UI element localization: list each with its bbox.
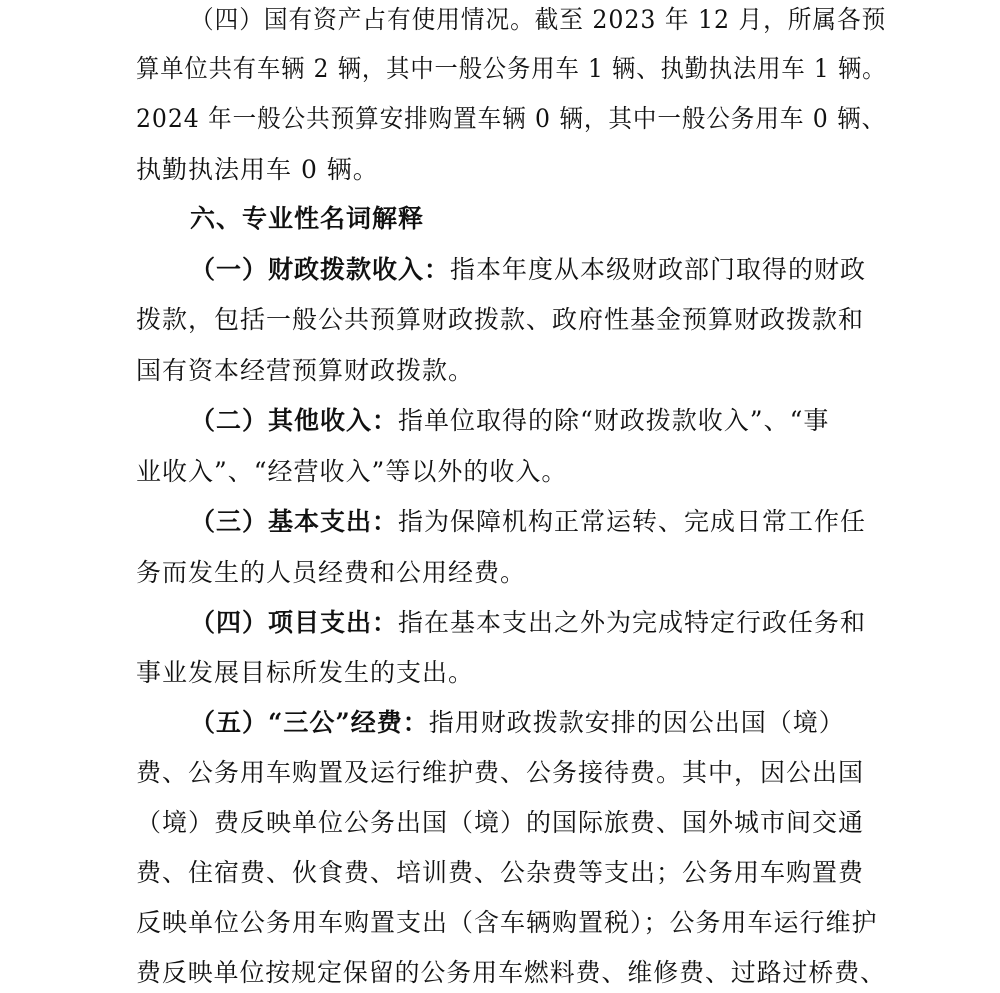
paragraph-line: [136, 853, 864, 893]
paragraph-line: [190, 0, 886, 40]
definition-text: 指单位取得的除“财政拨款收入”、“事: [398, 406, 830, 435]
line-text: 反映单位公务用车购置支出（含车辆购置税）；公务用车运行维护: [136, 908, 878, 937]
paragraph-line: [136, 653, 474, 693]
term-label: （五）“三公”经费：: [190, 708, 429, 737]
definition-line: [190, 401, 829, 441]
paragraph-line: [136, 903, 878, 943]
line-text: 费、住宿费、伙食费、培训费、公杂费等支出；公务用车购置费: [136, 858, 865, 887]
line-text: 事业发展目标所发生的支出。: [136, 658, 475, 687]
line-text: 国有资本经营预算财政拨款。: [136, 356, 475, 385]
definition-text: 指在基本支出之外为完成特定行政任务和: [398, 608, 867, 637]
section-heading: [190, 199, 424, 239]
paragraph-line: [136, 300, 864, 340]
line-text: 执勤执法用车 0 辆。: [136, 155, 379, 184]
term-label: （二）其他收入：: [190, 406, 399, 435]
line-text: 2024 年一般公共预算安排购置车辆 0 辆，其中一般公务用车 0 辆、: [136, 104, 887, 133]
line-text: 业收入”、“经营收入”等以外的收入。: [136, 457, 568, 486]
line-text: 务而发生的人员经费和公用经费。: [136, 558, 527, 587]
paragraph-line: [136, 150, 379, 190]
paragraph-line: [136, 803, 864, 843]
paragraph-line: [136, 452, 567, 492]
line-text: 算单位共有车辆 2 辆，其中一般公务用车 1 辆、执勤执法用车 1 辆。: [136, 54, 887, 83]
section-heading-text: 六、专业性名词解释: [190, 204, 425, 233]
paragraph-line: [136, 99, 886, 139]
term-label: （一）财政拨款收入：: [190, 255, 451, 284]
definition-text: 指本年度从本级财政部门取得的财政: [450, 255, 867, 284]
paragraph-line: [136, 753, 864, 793]
line-text: 费反映单位按规定保留的公务用车燃料费、维修费、过路过桥费、: [136, 958, 887, 987]
definition-line: [190, 502, 866, 542]
line-text: （境）费反映单位公务出国（境）的国际旅费、国外城市间交通: [136, 808, 865, 837]
paragraph-line: [136, 49, 886, 89]
paragraph-line: [136, 953, 886, 993]
term-label: （四）项目支出：: [190, 608, 399, 637]
paragraph-line: [136, 351, 474, 391]
definition-line: [190, 250, 866, 290]
term-label: （三）基本支出：: [190, 507, 399, 536]
line-text: 费、公务用车购置及运行维护费、公务接待费。其中，因公出国: [136, 758, 865, 787]
paragraph-line: [136, 553, 526, 593]
definition-line: [190, 603, 866, 643]
definition-line: [190, 703, 845, 743]
line-text: 拨款，包括一般公共预算财政拨款、政府性基金预算财政拨款和: [136, 305, 865, 334]
line-text: （四）国有资产占有使用情况。截至 2023 年 12 月，所属各预: [190, 5, 887, 34]
definition-text: 指为保障机构正常运转、完成日常工作任: [398, 507, 867, 536]
definition-text: 指用财政拨款安排的因公出国（境）: [428, 708, 845, 737]
